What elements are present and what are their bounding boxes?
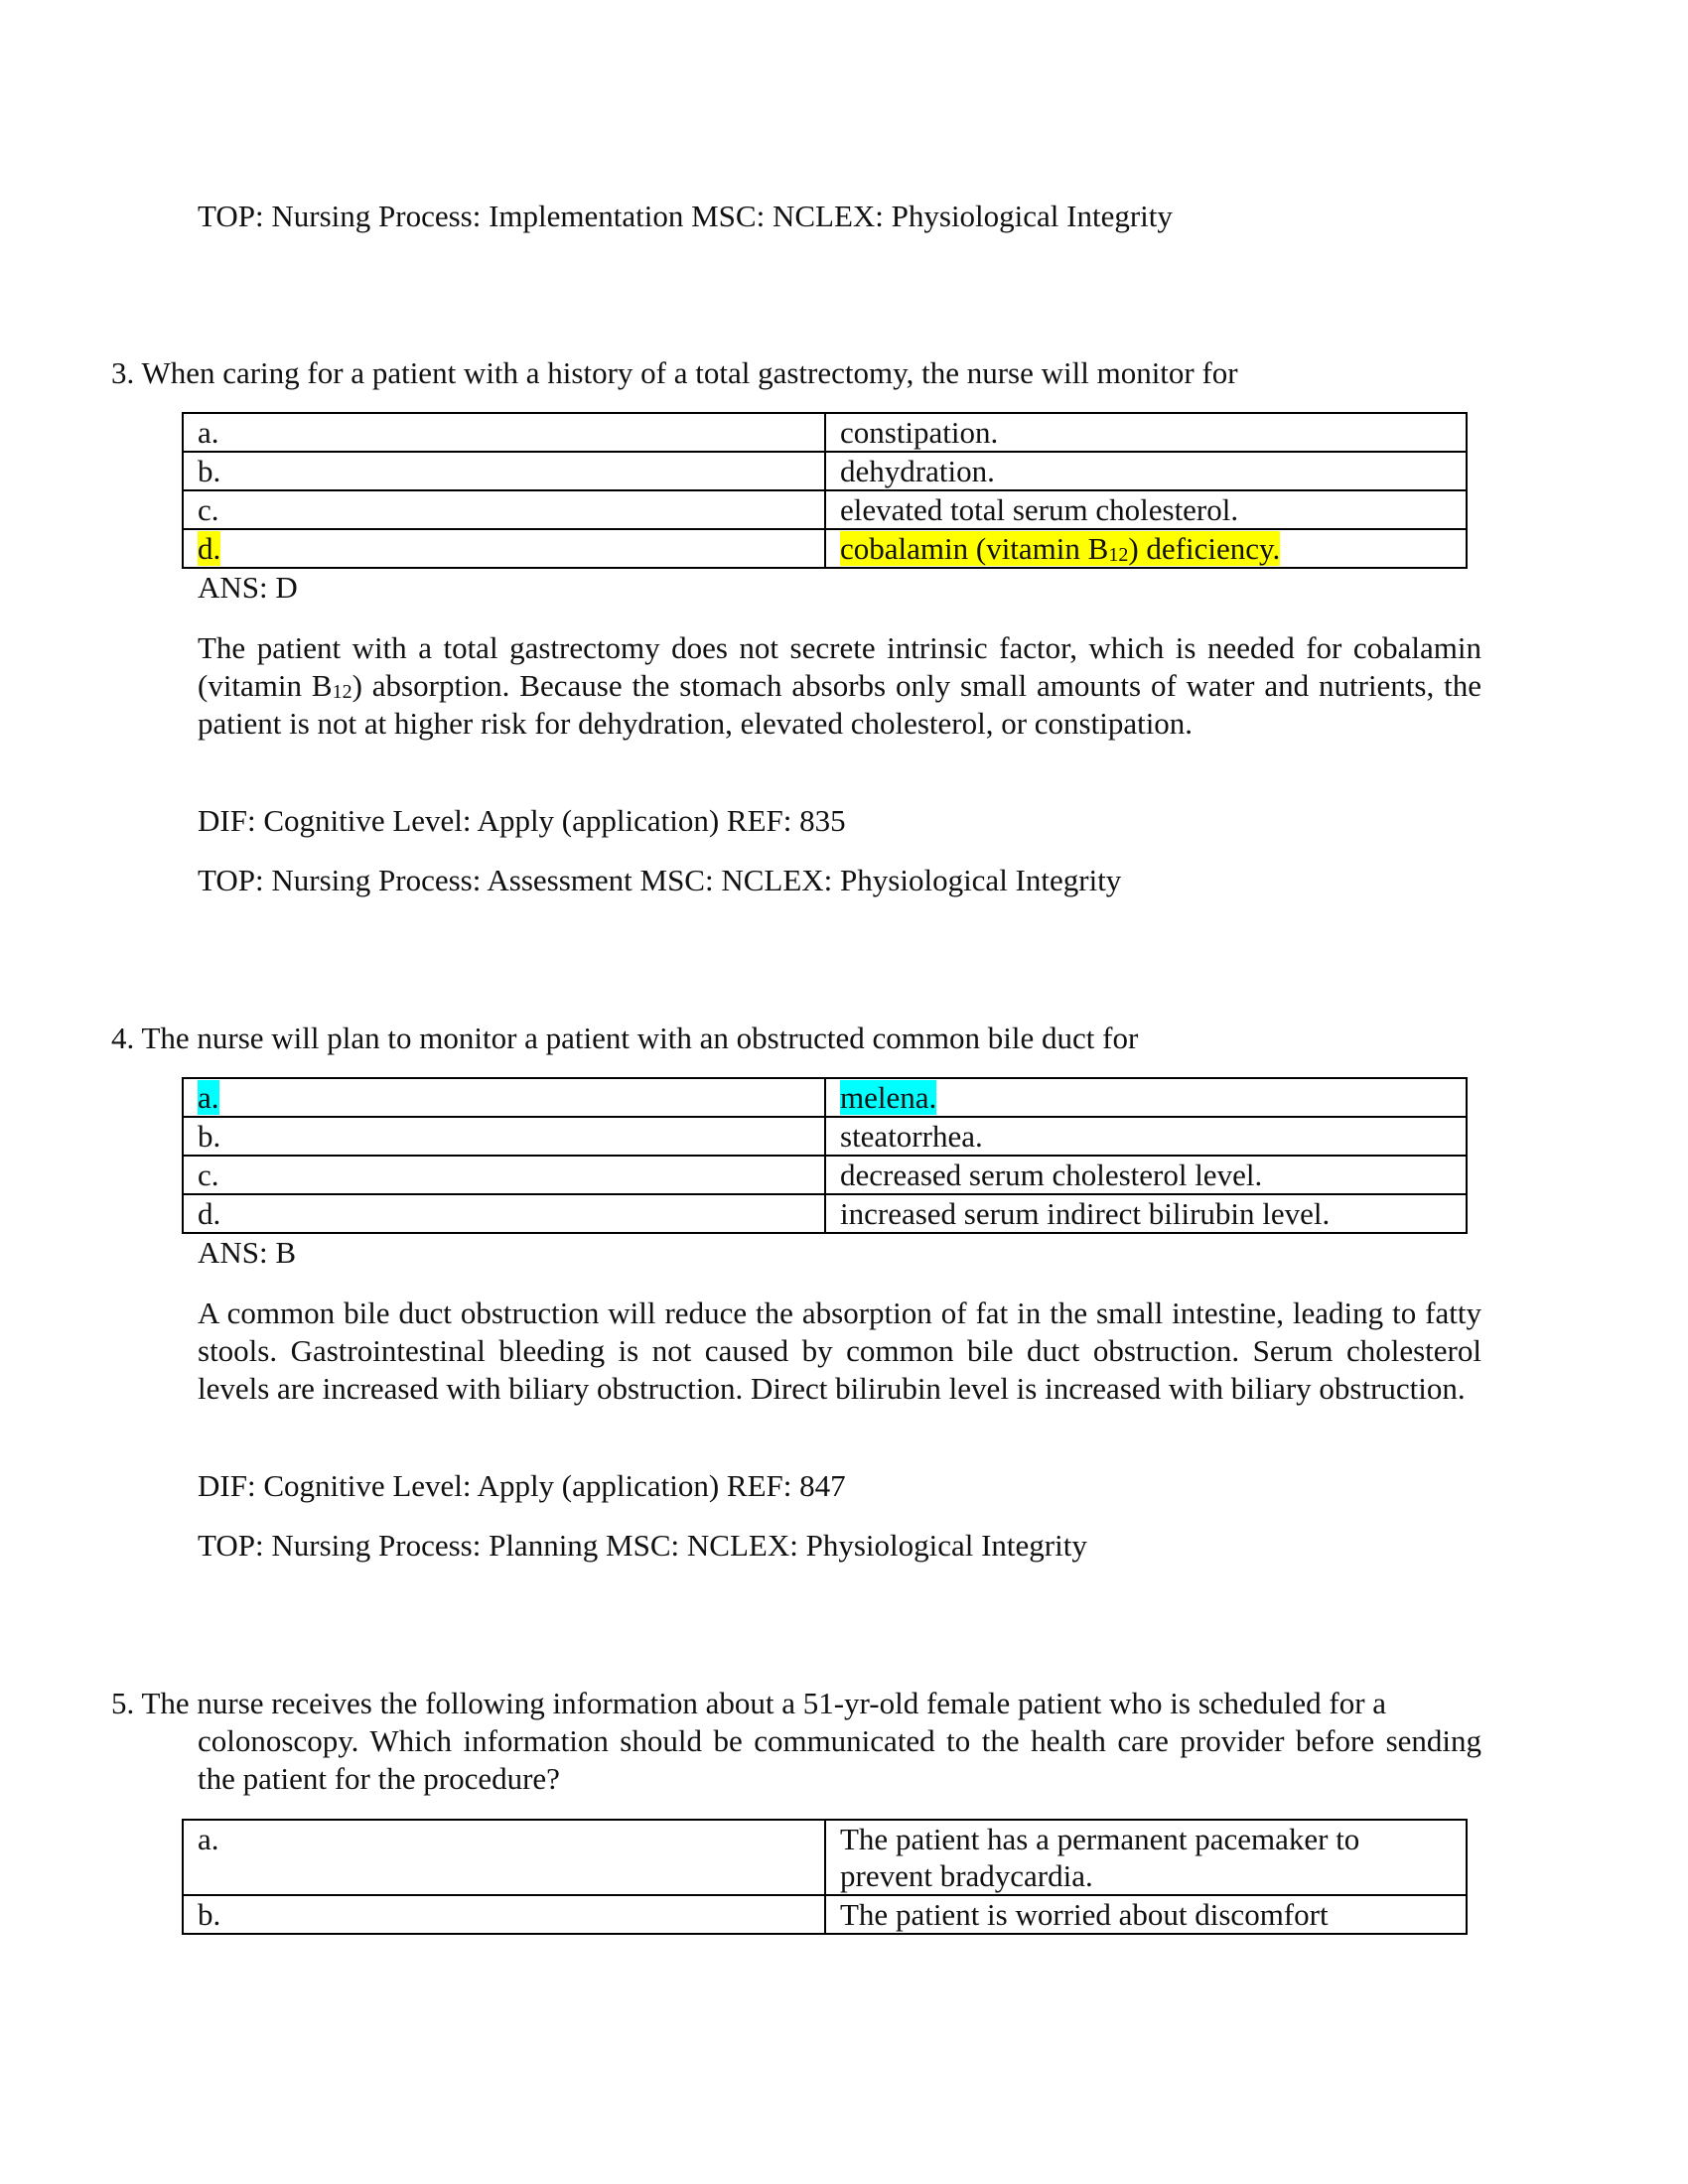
q4-options-table xyxy=(182,1077,1468,1234)
q3-option-d[interactable] xyxy=(183,529,1467,568)
option-letter-highlighted: d. xyxy=(198,531,221,566)
q4-option-a[interactable] xyxy=(183,1078,1467,1117)
q3-answer: ANS: D xyxy=(198,570,298,605)
q5-stem-line-1: 5. The nurse receives the following information about a 51-yr-old female patient who is scheduled for a xyxy=(111,1686,1387,1720)
option-letter: b. xyxy=(198,1897,221,1932)
option-letter: c. xyxy=(198,492,219,527)
subscript: 12 xyxy=(332,681,352,703)
option-text: The patient has a permanent pacemaker to prevent bradycardia. xyxy=(840,1822,1360,1893)
q3-options-table xyxy=(182,412,1468,569)
q4-option-b[interactable] xyxy=(183,1117,1467,1156)
option-text: steatorrhea. xyxy=(840,1119,983,1154)
option-letter: a. xyxy=(198,415,219,450)
option-letter: c. xyxy=(198,1158,219,1192)
option-text: increased serum indirect bilirubin level. xyxy=(840,1196,1331,1231)
q3-dif-line: DIF: Cognitive Level: Apply (application) REF: 835 xyxy=(198,803,846,838)
q5-stem xyxy=(111,1685,1481,1798)
q3-topic-line: TOP: Nursing Process: Assessment MSC: NCLEX: Physiological Integrity xyxy=(198,863,1122,897)
option-letter-highlighted: a. xyxy=(198,1080,219,1115)
q5-options-table xyxy=(182,1819,1468,1935)
option-text: The patient is worried about discomfort xyxy=(840,1897,1329,1932)
subscript: 12 xyxy=(1108,544,1129,566)
option-letter: a. xyxy=(198,1822,219,1856)
q4-topic-line: TOP: Nursing Process: Planning MSC: NCLEX: Physiological Integrity xyxy=(198,1528,1087,1563)
option-text: dehydration. xyxy=(840,454,995,488)
q5-option-a[interactable] xyxy=(183,1820,1467,1895)
q3-option-b[interactable] xyxy=(183,452,1467,490)
option-text-highlighted xyxy=(840,531,1280,566)
option-letter: b. xyxy=(198,1119,221,1154)
option-text: decreased serum cholesterol level. xyxy=(840,1158,1263,1192)
option-text-before: cobalamin (vitamin B xyxy=(840,531,1109,566)
rationale-part-1: The patient with a total gastrectomy does not secrete intrinsic factor, which is needed for cobalamin (vitamin B xyxy=(198,630,1481,703)
option-text-after: ) deficiency. xyxy=(1128,531,1281,566)
option-letter: b. xyxy=(198,454,221,488)
q5-stem-continuation: colonoscopy. Which information should be communicated to the health care provider before sending the patient for the procedure? xyxy=(198,1723,1481,1796)
prev-topic-line: TOP: Nursing Process: Implementation MSC: NCLEX: Physiological Integrity xyxy=(198,199,1173,233)
q4-rationale: A common bile duct obstruction will reduce the absorption of fat in the small intestine, leading to fatty stools. Gastrointestinal bleeding is not caused by common bile duct obstruction. Serum cholesterol levels are increased with biliary obstruction. Direct bilirubin level is increased with biliary obstruction. xyxy=(198,1296,1481,1406)
q4-option-c[interactable] xyxy=(183,1156,1467,1194)
q3-option-c[interactable] xyxy=(183,490,1467,529)
q5-option-b[interactable] xyxy=(183,1895,1467,1934)
q4-stem: 4. The nurse will plan to monitor a patient with an obstructed common bile duct for xyxy=(111,1021,1139,1055)
q3-option-a[interactable] xyxy=(183,413,1467,452)
option-text: constipation. xyxy=(840,415,999,450)
option-text-highlighted: melena. xyxy=(840,1080,937,1115)
q4-answer: ANS: B xyxy=(198,1235,297,1270)
rationale-part-2: ) absorption. Because the stomach absorbs only small amounts of water and nutrients, the patient is not at higher risk for dehydration, elevated cholesterol, or constipation. xyxy=(198,668,1481,741)
q4-dif-line: DIF: Cognitive Level: Apply (application) REF: 847 xyxy=(198,1468,846,1503)
q4-option-d[interactable] xyxy=(183,1194,1467,1233)
q3-rationale xyxy=(198,629,1481,743)
q3-stem: 3. When caring for a patient with a history of a total gastrectomy, the nurse will monitor for xyxy=(111,355,1238,390)
option-letter: d. xyxy=(198,1196,221,1231)
option-text: elevated total serum cholesterol. xyxy=(840,492,1239,527)
